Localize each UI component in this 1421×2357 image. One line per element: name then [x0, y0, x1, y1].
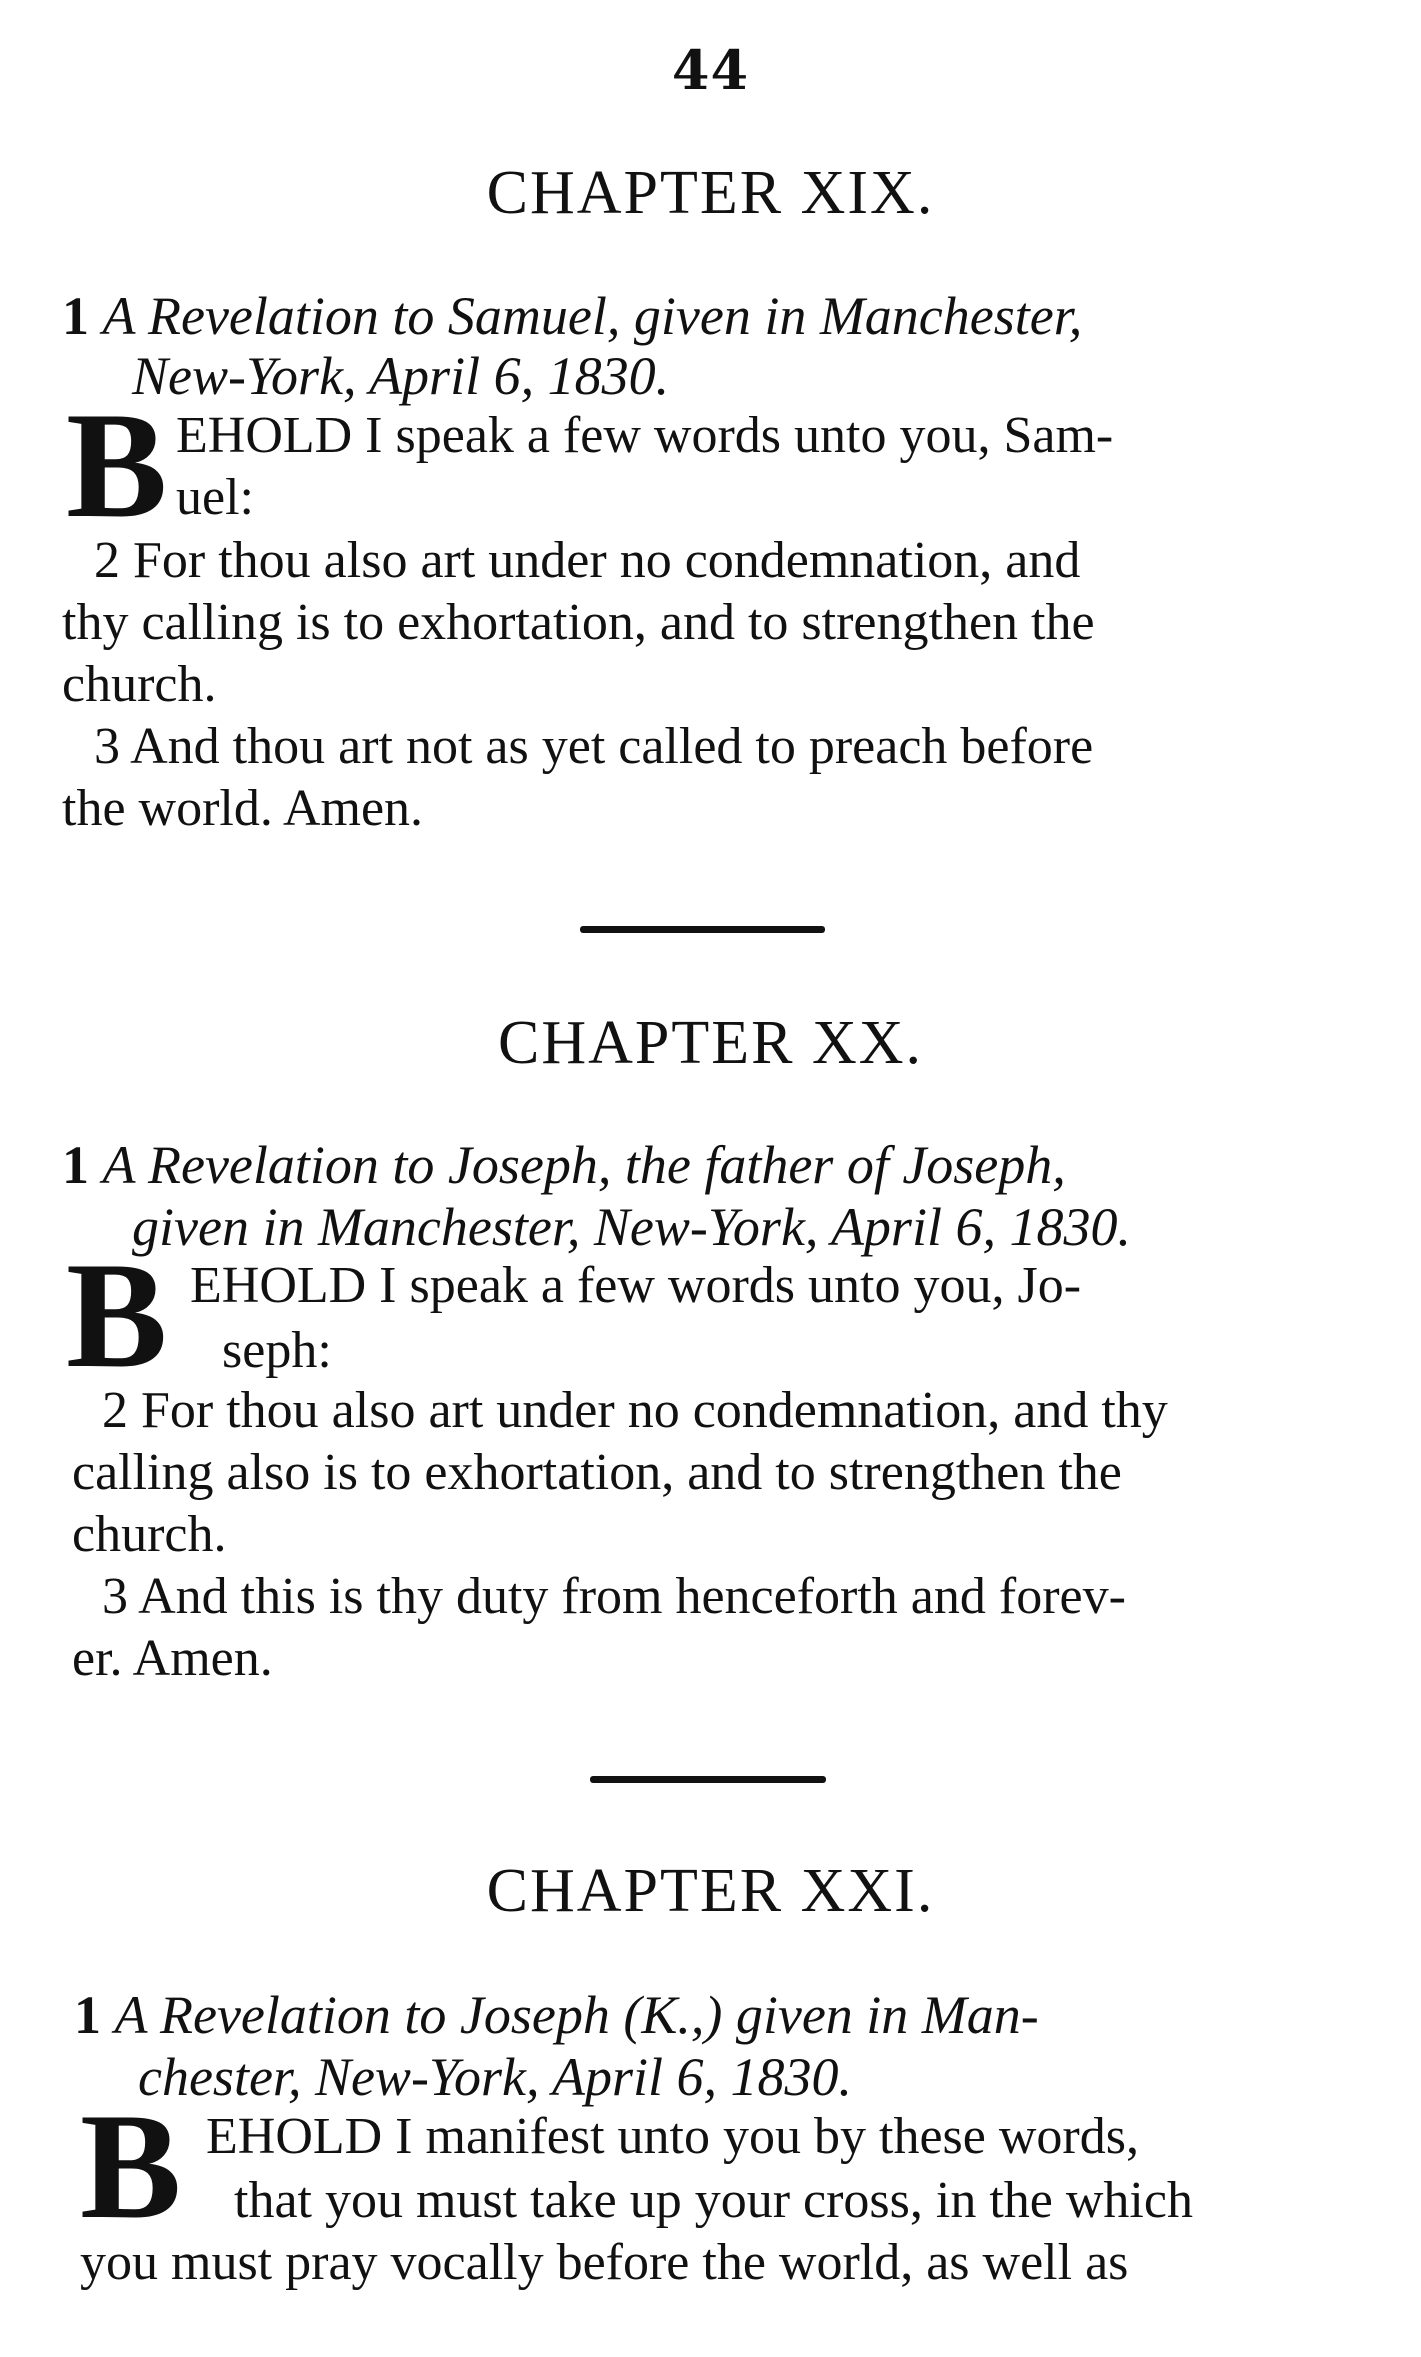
verse-line: church.: [72, 1506, 227, 1563]
revelation-heading: [74, 1984, 1039, 2046]
page-number: 44: [671, 38, 750, 102]
revelation-heading: [62, 285, 1082, 347]
chapter-title: CHAPTER XX.: [497, 1009, 924, 1077]
chapter-title: CHAPTER XIX.: [486, 159, 935, 227]
verse-line: calling also is to exhortation, and to strengthen the: [72, 1444, 1122, 1501]
verse-line: 3 And this is thy duty from henceforth and forev-: [102, 1568, 1126, 1625]
opening-line: EHOLD I speak a few words unto you, Sam-: [176, 407, 1114, 464]
verse-number: 1: [74, 1985, 101, 2045]
verse-line: you must pray vocally before the world, as well as: [80, 2234, 1129, 2291]
verse-line: the world. Amen.: [62, 780, 424, 837]
opening-line: EHOLD I speak a few words unto you, Jo-: [190, 1257, 1082, 1314]
section-divider: [580, 926, 825, 933]
heading-text-continued: given in Manchester, New-York, April 6, 1830.: [132, 1197, 1131, 1257]
heading-text: A Revelation to Joseph, the father of Joseph,: [102, 1135, 1066, 1195]
drop-cap: B: [80, 2082, 182, 2250]
verse-line: er. Amen.: [72, 1630, 273, 1687]
verse-line: church.: [62, 656, 217, 713]
opening-line: EHOLD I manifest unto you by these words,: [206, 2108, 1139, 2165]
verse-line: thy calling is to exhortation, and to strengthen the: [62, 594, 1095, 651]
revelation-heading: [62, 1134, 1066, 1196]
heading-text-continued: New-York, April 6, 1830.: [132, 346, 670, 406]
heading-text-continued: chester, New-York, April 6, 1830.: [138, 2047, 853, 2107]
opening-line-continued: uel:: [176, 469, 254, 526]
heading-text: A Revelation to Samuel, given in Manchester,: [102, 286, 1083, 346]
heading-text: A Revelation to Joseph (K.,) given in Man-: [114, 1985, 1039, 2045]
section-divider: [590, 1776, 826, 1783]
chapter-title: CHAPTER XXI.: [486, 1857, 935, 1925]
verse-number: 1: [62, 286, 89, 346]
opening-line-continued: that you must take up your cross, in the which: [234, 2172, 1193, 2229]
verse-line: 2 For thou also art under no condemnation, and: [94, 532, 1081, 589]
verse-line: 2 For thou also art under no condemnation, and thy: [102, 1382, 1168, 1439]
drop-cap: B: [66, 1231, 168, 1399]
opening-line-continued: seph:: [222, 1322, 332, 1379]
drop-cap: B: [66, 381, 168, 549]
verse-number: 1: [62, 1135, 89, 1195]
verse-line: 3 And thou art not as yet called to preach before: [94, 718, 1094, 775]
